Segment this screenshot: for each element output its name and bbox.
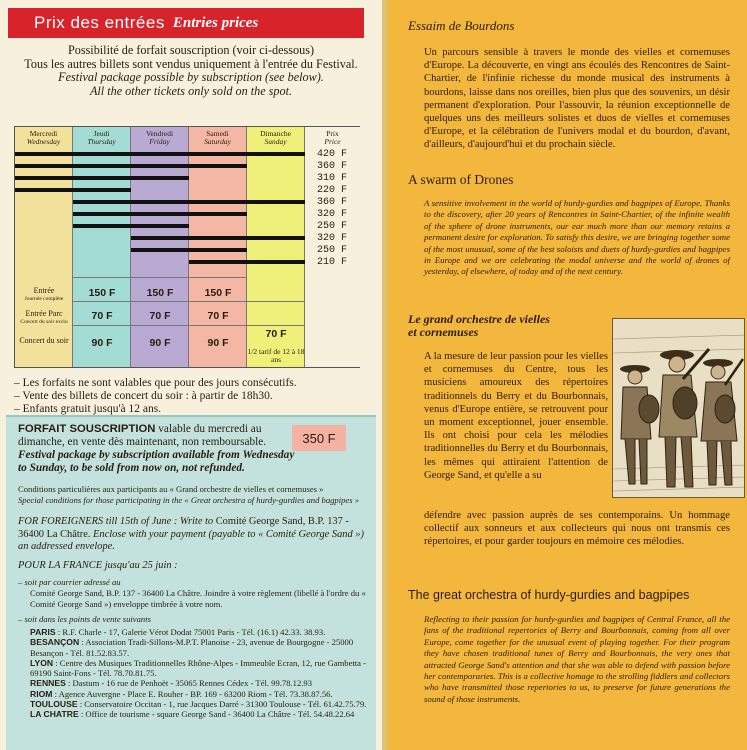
column-head-sunday: Dimanche Sunday (260, 129, 291, 146)
conditions-fr: Conditions particulières aux participants au « Grand orchestre de vielles et cornemuses » (18, 484, 324, 494)
musicians-engraving (612, 318, 745, 498)
package-bar (131, 236, 305, 240)
column-thursday (73, 127, 131, 367)
subscription-price-badge: 350 F (292, 425, 346, 451)
point-of-sale: RIOM : Agence Auvergne - Place E. Rouher - BP. 169 - 63200 Riom - Tél. 73.38.87.56. (30, 688, 333, 699)
column-friday (131, 127, 189, 367)
price-cell: 150 F (88, 287, 116, 299)
price-cell: 70 F (265, 328, 287, 340)
column-head-price: Prix Price (324, 129, 341, 146)
subscription-title: FORFAIT SOUSCRIPTION valable du mercredi au dimanche, en vente dès maintenant, non remboursable. Festival package by subscription available from Wednesday to Sunday, to be sold from now on, not refunded. (18, 423, 295, 474)
column-wednesday (15, 127, 73, 367)
title-en: Entries prices (172, 14, 259, 31)
package-price: 210 F (316, 257, 347, 268)
package-price: 320 F (316, 233, 347, 244)
prices-title-bar (8, 8, 364, 38)
package-price: 320 F (316, 209, 347, 220)
subscription-title-en: Festival package by subscription available from Wednesday to Sunday, to be sold from now on, not refunded. (18, 449, 295, 474)
orchestre-title: Le grand orchestre de vielles et cornemuses (408, 312, 550, 339)
conditions-text (18, 484, 370, 506)
price-cell: 90 F (207, 337, 229, 349)
point-of-sale: TOULOUSE : Conservatoire Occitan - 1, rue Jacques Darré - 31300 Toulouse - Tél. 61.42.75.79. (30, 699, 367, 710)
column-saturday (189, 127, 247, 367)
package-bar (189, 260, 305, 264)
package-bar (15, 188, 131, 192)
package-price: 360 F (316, 161, 347, 172)
note-line: – Vente des billets de concert du soir : à partir de 18h30. (14, 390, 273, 402)
package-price: 250 F (316, 245, 347, 256)
intro-line-1: Possibilité de forfait souscription (voir ci-dessous) (67, 43, 315, 57)
package-bar (73, 212, 247, 216)
column-head-thursday: Jeudi Thursday (87, 129, 116, 146)
essaim-title: Essaim de Bourdons (408, 18, 515, 33)
title-fr: Prix des entrées (34, 13, 165, 32)
great-orchestra-title: The great orchestra of hurdy-gurdies and bagpipes (408, 588, 690, 602)
point-of-sale: BESANÇON : Association Tradi-Sillons-M.P.T. Planoise - 23, avenue de Bourgogne - 25000 Besançon - Tél. 81.52.83.57. (30, 637, 354, 658)
point-of-sale: RENNES : Dastum - 16 rue de Penhoët - 35065 Rennes Cédex - Tél. 99.78.12.93 (30, 678, 312, 689)
package-bar (15, 152, 305, 156)
great-orchestra-text: Reflecting to their passion for hurdy-gurdies and bagpipes of Central France, all the fans of the traditional repertories of Berry and Bourbonnais, coming from all over Europe, come together for the unusual event of playing together. For their program they have chosen traditional tunes of Berry and Bourbonnais, the very ones that attracted George Sand's attention and that she was able to defend with passion before her contemporaries. This is a collective homage to the strolling fiddlers and collectors who have transmitted those repertories to us, to preserve for future generations the sound of those instruments. (424, 614, 730, 704)
price-cell: 150 F (146, 287, 174, 299)
orchestre-text-wide: défendre avec passion auprès de ses contemporains. Un hommage collectif aux sonneurs et aux collecteurs qui nous ont transmis ces répertoires, et pour garder toujours en mémoire ces mélodies. (424, 510, 730, 548)
subscription-box (6, 415, 376, 750)
mail-order-text: Comité George Sand, B.P. 137 - 36400 La Châtre. Joindre à votre règlement (libellé à l'ordre du « Comité George Sand ») enveloppe timbrée à votre nom. (30, 588, 366, 609)
orchestre-text-narrow: A la mesure de leur passion pour les vielles et cornemuses du Centre, tous les musiciens amoureux des répertoires traditionnels du Berry et du Bourbonnais, venus d'Europe entière, se retrouvent pour un moment exceptionnel, jouer ensemble. Ils ont choisi pour cela les mélodies traditionnelles du Berry et du Bourbonnais, les mêmes qui attiraient l'attention de George Sand, et qu'elle a su (424, 351, 608, 481)
package-bar (15, 176, 189, 180)
row-label-concert: Concert du soir (19, 336, 69, 345)
essaim-text: Un parcours sensible à travers le monde des vielles et cornemuses d'Europe. La découverte, en vingt ans écoulés des Rencontres de Saint-Chartier, de l'infinie richesse du monde musical des instruments à bourdons, laisse dans nos oreilles, bien plus que des souvenirs, un désir permanent d'exploration. Pour l'assouvir, la réunion exceptionnelle de quelques uns des meilleurs solistes et duos de vielles et cornemuses d'Europe, et la célébration de l'univers modal et du bourdon, d'avant, d'ailleurs, d'aujourd'hui et du prochain siècle. (424, 47, 730, 151)
note-line: – Enfants gratuit jusqu'à 12 ans. (14, 403, 162, 415)
mail-order-head: – soit par courrier adressé au (18, 577, 121, 587)
swarm-title: A swarm of Drones (408, 172, 514, 187)
row-label-entree: Entrée Journée complète (24, 286, 64, 302)
intro-en-line-1: Festival package possible by subscription (see below). (58, 70, 324, 84)
package-price: 360 F (316, 197, 347, 208)
row-label-entree-parc: Entrée Parc Concert du soir exclu (20, 309, 68, 325)
points-of-sale-list (18, 627, 370, 720)
engraving-drawing (613, 319, 745, 498)
package-price: 250 F (316, 221, 347, 232)
price-cell: 70 F (207, 310, 229, 322)
conditions-en: Special conditions for those participating in the « Great orchestra of hurdy-gurdies and bagpipes » (18, 495, 360, 505)
ticket-notes (14, 377, 297, 416)
swarm-text: A sensitive involvement in the world of hurdy-gurdies and bagpipes of Europe. Thanks to the discovery, after 20 years of Rencontres in Saint-Chartier, of the infinite wealth of the sphere of drone instruments, our ear much more than our memory retains a permanent desire for exploration. To satisfy this desire, we are bringing together some of the most unusual, some of the best soloists and duets of hurdy-gurdies and bagpipes in Europe and we are celebrating the modal universe and the world of drones of yesterday, of elsewhere, of today and of the next century. (424, 198, 730, 277)
intro-line-2: Tous les autres billets sont vendus uniquement à l'entrée du Festival. (24, 56, 358, 71)
note-line: – Les forfaits ne sont valables que pour des jours consécutifs. (14, 377, 297, 389)
intro-en-line-2: All the other tickets only sold on the spot. (89, 83, 293, 98)
package-bar (15, 164, 247, 168)
column-head-saturday: Samedi Saturday (204, 129, 231, 146)
right-page (390, 0, 747, 750)
row-divider (73, 301, 305, 302)
price-cell: 70 F (149, 310, 171, 322)
column-head-friday: Vendredi Friday (145, 129, 174, 146)
package-price: 420 F (316, 149, 347, 160)
package-bar (73, 200, 305, 204)
package-bar (73, 224, 189, 228)
price-cell: 90 F (91, 337, 113, 349)
price-cell: 90 F (149, 337, 171, 349)
price-table (14, 126, 360, 368)
points-of-sale-head: – soit dans les points de vente suivants (18, 614, 151, 624)
point-of-sale: LA CHATRE : Office de tourisme - square George Sand - 36400 La Châtre - Tél. 54.48.22.64 (30, 709, 355, 720)
foreigners-info: FOR FOREIGNERS till 15th of June : Write to Comité George Sand, B.P. 137 - 36400 La Châtre. Enclose with your payment (payable to « Comité George Sand ») an addressed envelope. (18, 516, 364, 552)
mail-order-info (18, 577, 370, 610)
price-cell: 70 F (91, 310, 113, 322)
row-divider (73, 325, 305, 326)
intro-text (0, 44, 382, 98)
package-price: 220 F (316, 185, 347, 196)
row-divider (73, 277, 247, 278)
price-cell: 150 F (204, 287, 232, 299)
page-spine (382, 0, 390, 750)
column-head-wednesday: Mercredi Wednesday (26, 129, 61, 146)
package-bar (131, 248, 247, 252)
package-price: 310 F (316, 173, 347, 184)
point-of-sale: PARIS : R.F. Charle - 17, Galerie Vérot Dodat 75001 Paris - Tél. (16.1) 42.33. 38.93. (30, 627, 326, 637)
france-info-head: POUR LA FRANCE jusqu'au 25 juin : (18, 559, 178, 571)
sunday-half-price-note: 1/2 tarif de 12 à 18 ans (247, 347, 305, 364)
point-of-sale: LYON : Centre des Musiques Traditionnelles Rhône-Alpes - Immeuble Ecran, 12, rue Gambetta - 69190 Saint-Fons - Tél. 78.70.81.75. (30, 657, 366, 679)
